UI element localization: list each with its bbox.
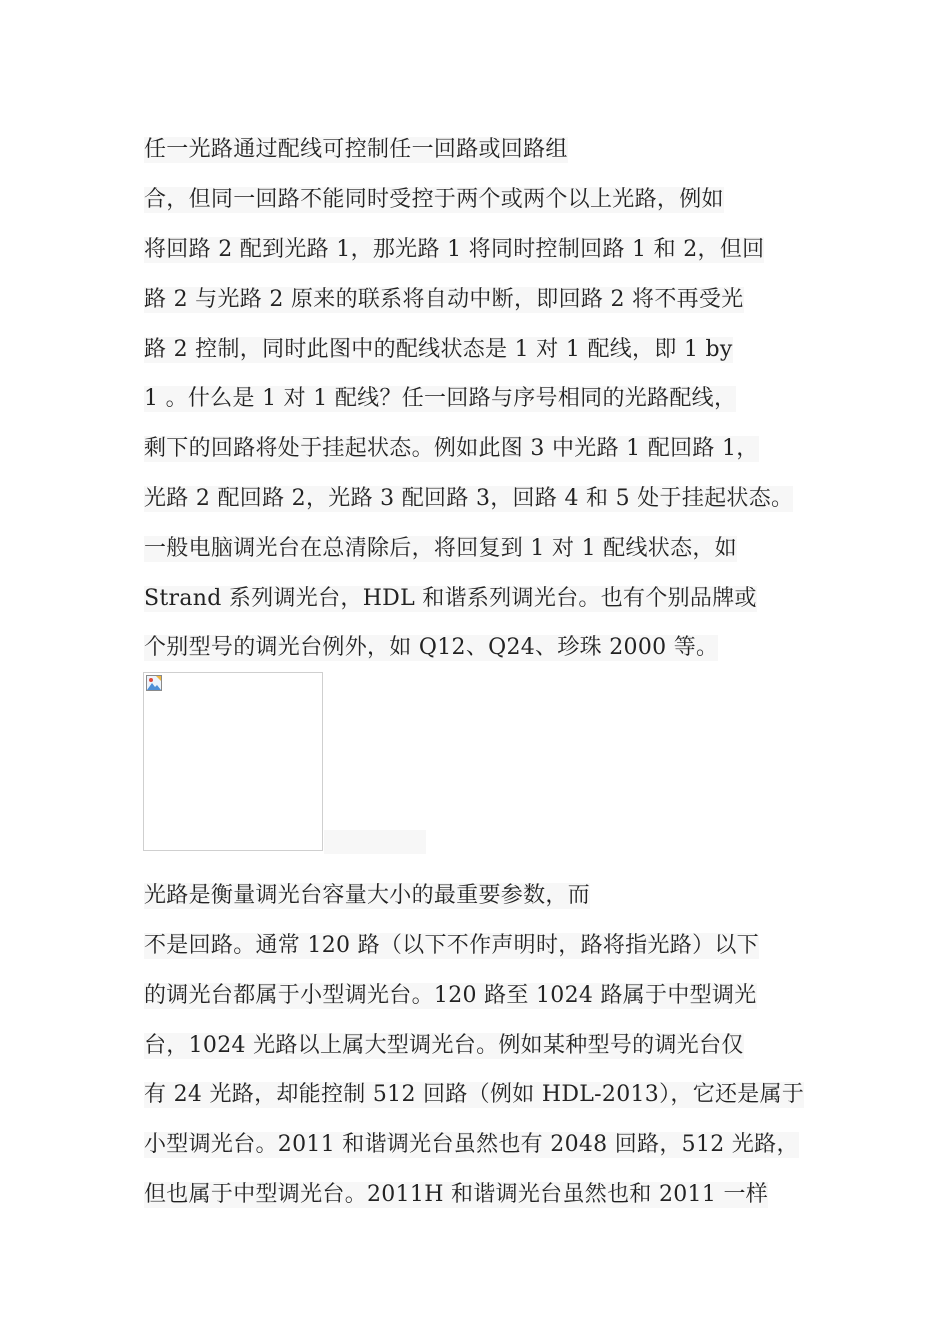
paragraph-1-line-8: 光路 2 配回路 2，光路 3 配回路 3，回路 4 和 5 处于挂起状态。 [144, 486, 794, 511]
paragraph-1-line-11: 个别型号的调光台例外，如 Q12、Q24、珍珠 2000 等。 [144, 635, 719, 660]
paragraph-1-line-3: 将回路 2 配到光路 1，那光路 1 将同时控制回路 1 和 2，但回 [144, 237, 765, 262]
paragraph-1-line-2: 合，但同一回路不能同时受控于两个或两个以上光路，例如 [144, 187, 724, 212]
paragraph-1-line-1: 任一光路通过配线可控制任一回路或回路组 [144, 137, 568, 162]
paragraph-1-line-7: 剩下的回路将处于挂起状态。例如此图 3 中光路 1 配回路 1， [144, 436, 759, 461]
broken-image-icon [146, 675, 162, 691]
paragraph-1-line-4: 路 2 与光路 2 原来的联系将自动中断，即回路 2 将不再受光 [144, 287, 744, 312]
paragraph-2-line-7: 但也属于中型调光台。2011H 和谐调光台虽然也和 2011 一样 [144, 1182, 769, 1207]
paragraph-2-line-4: 台，1024 光路以上属大型调光台。例如某种型号的调光台仅 [144, 1033, 744, 1058]
paragraph-2-line-3: 的调光台都属于小型调光台。120 路至 1024 路属于中型调光 [144, 983, 757, 1008]
paragraph-2-line-2: 不是回路。通常 120 路（以下不作声明时，路将指光路）以下 [144, 933, 759, 958]
image-placeholder [143, 672, 323, 851]
paragraph-1-line-6: 1 。什么是 1 对 1 配线？任一回路与序号相同的光路配线， [144, 386, 737, 411]
paragraph-1-line-9: 一般电脑调光台在总清除后，将回复到 1 对 1 配线状态，如 [144, 536, 737, 561]
image-trailing-space [324, 830, 426, 854]
paragraph-1-line-10: Strand 系列调光台，HDL 和谐系列调光台。也有个别品牌或 [144, 586, 757, 611]
paragraph-2-line-6: 小型调光台。2011 和谐调光台虽然也有 2048 回路，512 光路， [144, 1132, 799, 1157]
paragraph-2-line-1: 光路是衡量调光台容量大小的最重要参数，而 [144, 883, 591, 908]
paragraph-2-line-5: 有 24 光路，却能控制 512 回路（例如 HDL-2013），它还是属于 [144, 1082, 805, 1107]
paragraph-1-line-5: 路 2 控制，同时此图中的配线状态是 1 对 1 配线，即 1 by [144, 337, 733, 362]
